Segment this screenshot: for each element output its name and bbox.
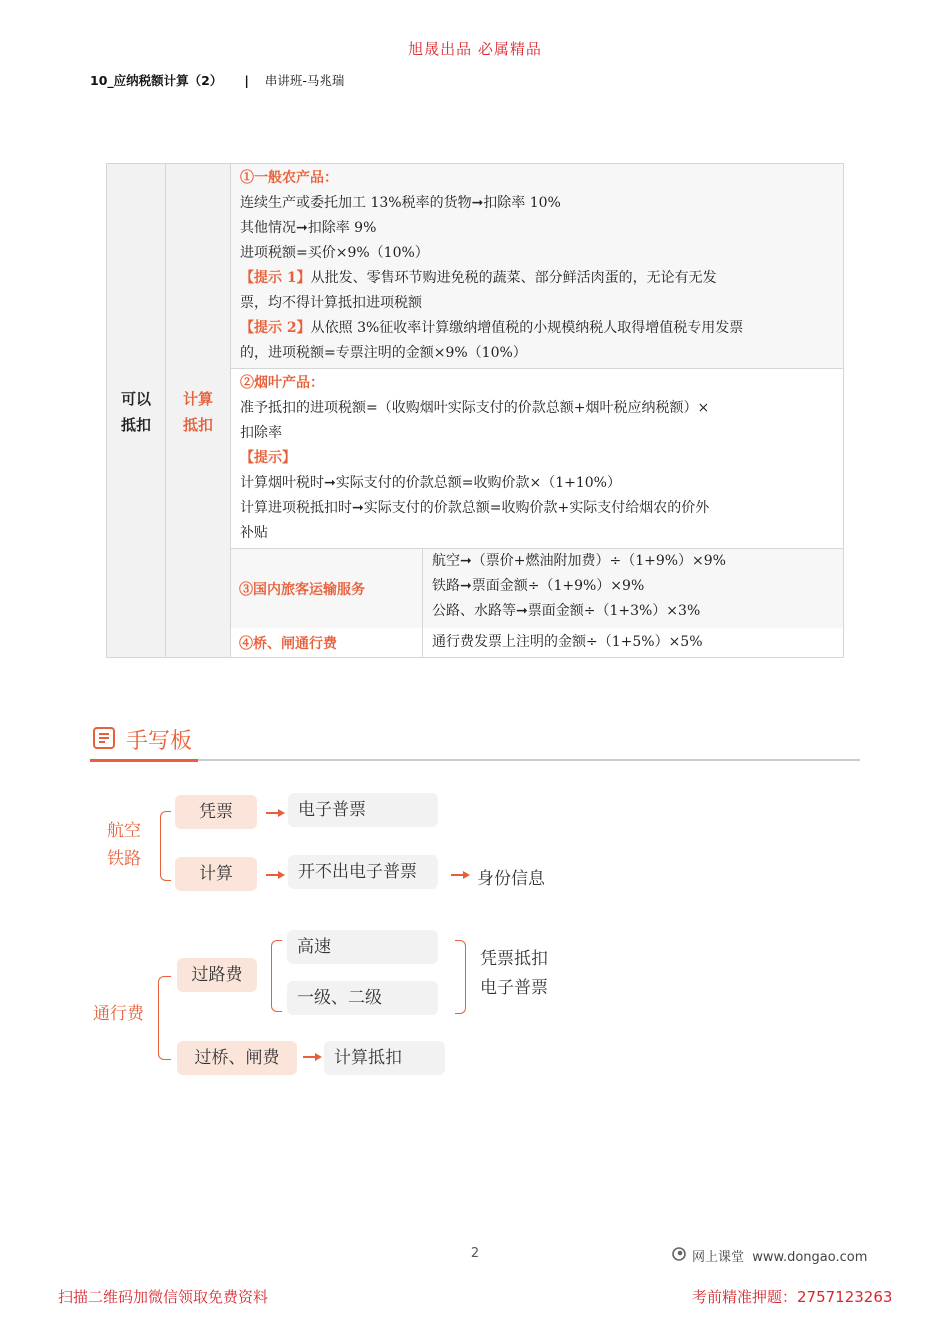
section1-title: ①一般农产品： (240, 170, 338, 186)
g2-pill-bridge-toll: 过桥、闸费 (177, 1041, 297, 1075)
section4-formula: 通行费发票上注明的金额÷（1+5%）×5% (432, 634, 703, 650)
page-number: 2 (470, 1246, 480, 1261)
g2-right-text (480, 945, 548, 1003)
g2-box-grade-road: 一级、二级 (287, 981, 438, 1015)
section1-line2: 其他情况➞扣除率 9% (240, 220, 377, 236)
section2-title: ②烟叶产品： (240, 375, 324, 391)
tip1-label: 【提示 1】 (240, 270, 311, 286)
g1-result-identity: 身份信息 (477, 869, 545, 889)
tip1-text: 从批发、零售环节购进免税的蔬菜、部分鲜活肉蛋的，无论有无发 (310, 270, 717, 286)
tip2-label: 【提示 2】 (240, 320, 311, 336)
col1-cell (107, 164, 166, 657)
arrow-icon (266, 808, 286, 818)
section3-line1: 航空➞（票价+燃油附加费）÷（1+9%）×9% (432, 553, 726, 569)
site-credit (672, 1246, 867, 1265)
deduction-table (106, 163, 844, 658)
group1-label (107, 817, 141, 873)
section1-tip2 (240, 316, 833, 341)
class-name: 串讲班-马兆瑞 (264, 73, 345, 88)
group2-bracket (158, 976, 171, 1060)
section2-line3: 计算烟叶税时➞实际支付的价款总额=收购价款×（1+10%） (240, 475, 621, 491)
g2-right-voucher-deduct: 凭票抵扣 (480, 949, 548, 969)
section1-line1: 连续生产或委托加工 13%税率的货物➞扣除率 10% (240, 195, 561, 211)
g1-pill-calc: 计算 (175, 857, 257, 891)
g1-pill-voucher: 凭票 (175, 795, 257, 829)
site-text: 网上课堂 www.dongao.com (692, 1250, 868, 1265)
handwriting-board-title: 手写板 (126, 729, 193, 754)
g2-pill-road-toll: 过路费 (177, 958, 257, 992)
section1-tip1 (240, 266, 833, 291)
tip2-text: 从依照 3%征收率计算缴纳增值税的小规模纳税人取得增值税专用发票 (310, 320, 744, 336)
group1-label-air: 航空 (107, 821, 141, 841)
section3-formulas (423, 549, 843, 628)
heading-underline-accent (90, 759, 198, 762)
g1-box-no-e-invoice: 开不出电子普票 (288, 855, 438, 889)
notepad-icon (92, 726, 116, 754)
col2-label-line1: 计算 (182, 390, 213, 408)
right-promo: 考前精准押题：2757123263 (692, 1288, 893, 1306)
section2-line1: 准予抵扣的进项税额=（收购烟叶实际支付的价款总额+烟叶税应纳税额）× (240, 400, 710, 416)
col1-label (107, 386, 165, 438)
section3-line3: 公路、水路等➞票面金额÷（1+3%）×3% (432, 603, 701, 619)
col1-label-line1: 可以 (120, 390, 151, 408)
section2-line2: 扣除率 (240, 425, 282, 441)
group1-bracket (160, 811, 171, 881)
g2-box-highway: 高速 (287, 930, 438, 964)
chapter-title: 10_应纳税额计算（2） (90, 73, 223, 88)
col2-label-line2: 抵扣 (182, 416, 213, 434)
arrow-icon (303, 1052, 323, 1062)
col2-cell (166, 164, 231, 657)
handwriting-board-heading (92, 724, 192, 755)
section-agricultural (231, 164, 843, 369)
g2-sub-bracket (271, 940, 282, 1012)
running-header (90, 71, 344, 89)
section3-line2: 铁路➞票面金额÷（1+9%）×9% (432, 578, 645, 594)
section2-line5: 补贴 (240, 525, 268, 541)
section3-title: ③国内旅客运输服务 (231, 549, 423, 628)
arrow-icon (451, 870, 471, 880)
section-toll (231, 628, 843, 657)
left-promo: 扫描二维码加微信领取免费资料 (58, 1288, 269, 1306)
group1-label-rail: 铁路 (107, 849, 141, 869)
section-passenger-transport (231, 549, 843, 629)
header-separator: | (244, 73, 249, 88)
dongao-logo-icon (672, 1247, 686, 1265)
section2-tip-label: 【提示】 (240, 450, 296, 466)
col1-label-line2: 抵扣 (120, 416, 151, 434)
section4-title: ④桥、闸通行费 (231, 628, 423, 657)
col2-label (166, 386, 230, 438)
section1-tip2-cont: 的，进项税额=专票注明的金额×9%（10%） (240, 345, 527, 361)
g2-right-e-invoice: 电子普票 (480, 978, 548, 998)
brand-slogan: 旭晟出品 必属精品 (408, 40, 542, 58)
heading-underline (90, 759, 860, 761)
section1-line3: 进项税额=买价×9%（10%） (240, 245, 429, 261)
g2-right-bracket (455, 940, 466, 1014)
g2-box-calc-deduct: 计算抵扣 (324, 1041, 445, 1075)
section-tobacco (231, 369, 843, 549)
g1-box-e-invoice: 电子普票 (288, 793, 438, 827)
arrow-icon (266, 870, 286, 880)
group2-label: 通行费 (93, 1004, 144, 1024)
section1-tip1-cont: 票，均不得计算抵扣进项税额 (240, 295, 422, 311)
section2-line4: 计算进项税抵扣时➞实际支付的价款总额=收购价款+实际支付给烟农的价外 (240, 500, 710, 516)
